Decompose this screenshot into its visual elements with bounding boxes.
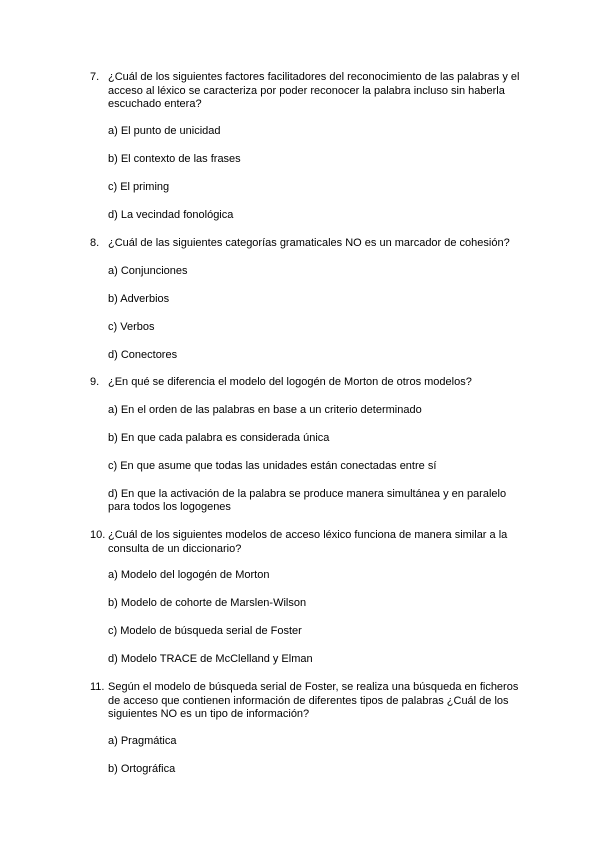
option-9d: d) En que la activación de la palabra se produce manera simultánea y en paralelo para todos los logogenes [108,488,507,513]
option-7a: a) El punto de unicidad [108,125,221,137]
option-7d: d) La vecindad fonológica [108,209,234,221]
question-number: 7. [90,71,100,83]
question-11 [90,681,530,722]
option-11b: b) Ortográfica [108,763,176,775]
option-7c: c) El priming [108,181,170,193]
option-9a: a) En el orden de las palabras en base a un criterio determinado [108,404,422,416]
option-10d: d) Modelo TRACE de McClelland y Elman [108,653,313,665]
question-text: ¿Cuál de las siguientes categorías gramaticales NO es un marcador de cohesión? [108,237,510,249]
question-text: ¿En qué se diferencia el modelo del logogén de Morton de otros modelos? [108,376,472,388]
option-8d: d) Conectores [108,349,178,361]
question-8 [90,237,530,251]
question-text: Según el modelo de búsqueda serial de Foster, se realiza una búsqueda en ficheros de acceso que contienen información de diferentes tipos de palabras ¿Cuál de los siguientes NO es un tipo de información? [108,681,519,720]
option-7b: b) El contexto de las frases [108,153,241,165]
question-number: 11. [90,681,105,693]
question-text: ¿Cuál de los siguientes modelos de acceso léxico funciona de manera similar a la consulta de un diccionario? [108,529,508,555]
question-number: 10. [90,529,106,541]
option-8a: a) Conjunciones [108,265,188,277]
option-11a: a) Pragmática [108,735,177,747]
question-number: 9. [90,376,100,388]
question-text: ¿Cuál de los siguientes factores facilitadores del reconocimiento de las palabras y el acceso al léxico se caracteriza por poder reconocer la palabra incluso sin haberla escuchado entera? [108,71,520,110]
option-10a: a) Modelo del logogén de Morton [108,569,270,581]
question-10 [90,529,530,556]
option-9b: b) En que cada palabra es considerada única [108,432,330,444]
option-9c: c) En que asume que todas las unidades están conectadas entre sí [108,460,437,472]
option-10b: b) Modelo de cohorte de Marslen-Wilson [108,597,307,609]
option-8c: c) Verbos [108,321,155,333]
option-10c: c) Modelo de búsqueda serial de Foster [108,625,302,637]
question-7 [90,71,530,112]
option-8b: b) Adverbios [108,293,170,305]
question-number: 8. [90,237,100,249]
question-9 [90,376,530,390]
